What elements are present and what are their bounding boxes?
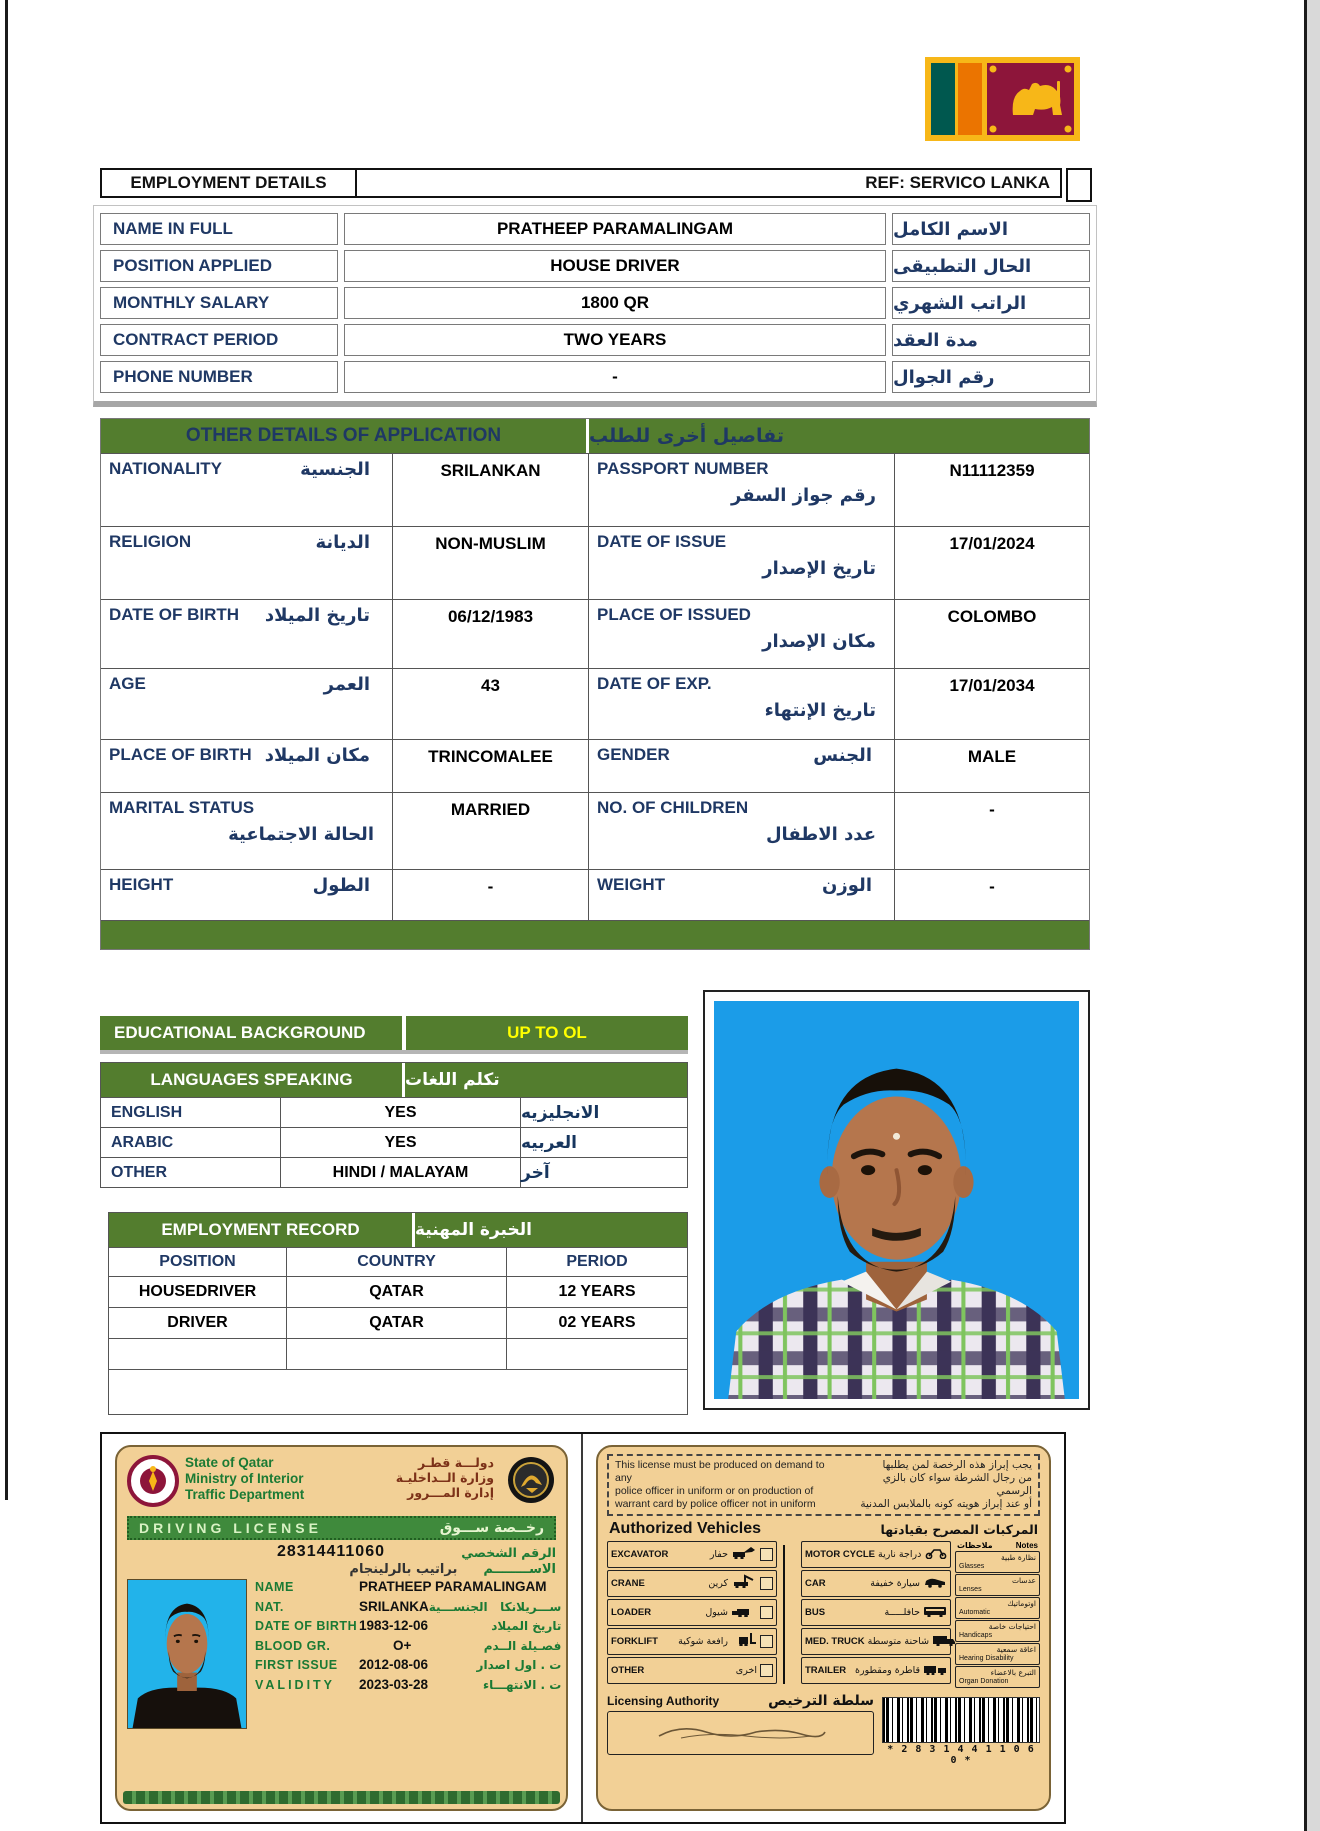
dob-label: DATE OF BIRTH	[255, 1619, 358, 1633]
field-label: NAME IN FULL	[100, 213, 338, 245]
field-label: RELIGION	[109, 532, 192, 551]
vehicle-row-bus: BUS حافلـــــة	[801, 1599, 951, 1626]
field-label: GENDER	[597, 745, 670, 764]
authorized-vehicles-title: Authorized Vehicles	[609, 1520, 762, 1537]
excavator-icon	[731, 1545, 757, 1564]
crane-checkbox	[760, 1577, 773, 1590]
license-notice-box	[607, 1454, 1040, 1516]
field-label: AGE	[109, 674, 146, 693]
first-issue-label-arabic: ت . اول اصدار	[476, 1658, 562, 1672]
vehicle-row-forklift: FORKLIFT رافعة شوكية	[607, 1628, 777, 1655]
forklift-icon	[731, 1632, 757, 1651]
section-title-arabic: تفاصيل أخرى للطلب	[589, 419, 1089, 453]
license-country-arabic: دولـــة قطـر	[417, 1455, 494, 1470]
educational-background-bar	[100, 1016, 688, 1054]
language-label-arabic: العربيه	[521, 1132, 578, 1153]
field-label: DATE OF BIRTH	[109, 605, 240, 624]
record-country: QATAR	[287, 1277, 507, 1307]
field-label-arabic: الاسم الكامل	[892, 213, 1090, 245]
language-label: ARABIC	[101, 1128, 281, 1157]
field-value: 17/01/2024	[949, 534, 1035, 553]
validity-value: 2023-03-28	[359, 1676, 429, 1692]
section-header	[101, 1063, 687, 1097]
notice-line: This license must be produced on demand to any	[615, 1459, 825, 1484]
language-label: OTHER	[101, 1158, 281, 1187]
gcc-emblem-icon	[506, 1455, 556, 1510]
authority-signature-box	[607, 1711, 874, 1755]
field-label-arabic: الحالة الاجتماعية	[228, 824, 374, 845]
field-label-arabic: مدة العقد	[892, 324, 1090, 356]
field-label: PHONE NUMBER	[100, 361, 338, 393]
qatar-driving-license-back	[596, 1445, 1051, 1811]
field-label-arabic: رقم جواز السفر	[731, 485, 876, 506]
first-issue-label: FIRST ISSUE	[255, 1658, 338, 1672]
nationality-label: NAT.	[255, 1599, 284, 1614]
empty-row	[109, 1338, 687, 1369]
forklift-checkbox	[760, 1635, 773, 1648]
trailer-icon	[923, 1662, 947, 1680]
field-label-arabic: الجنس	[813, 745, 872, 766]
field-label-arabic: عدد الاطفال	[765, 824, 876, 845]
decorative-green-band	[123, 1791, 560, 1804]
motorcycle-icon	[924, 1546, 948, 1564]
moi-emblem-icon	[127, 1455, 179, 1512]
field-label: NATIONALITY	[109, 459, 223, 478]
field-label-arabic: الجنسية	[300, 459, 370, 480]
header-spare-cell	[1066, 168, 1092, 202]
field-label-arabic: مكان الإصدار	[762, 631, 876, 652]
signature	[651, 1720, 831, 1746]
table-row	[101, 739, 1089, 792]
barcode-text: * 2 8 3 1 4 4 1 1 0 6 0 *	[887, 1744, 1035, 1766]
applicant-photo	[703, 990, 1090, 1410]
vehicle-row-loader: LOADER شيول	[607, 1599, 777, 1626]
section-header	[101, 419, 1089, 453]
validity-label-arabic: ت . الانتهـــاء	[483, 1677, 562, 1692]
table-row	[101, 869, 1089, 920]
employment-details-table	[93, 205, 1097, 407]
language-value: YES	[281, 1128, 521, 1157]
field-label-arabic: مكان الميلاد	[264, 745, 370, 766]
nationality-value-arabic: ســـريلانكا	[500, 1599, 562, 1614]
licensing-authority-label: Licensing Authority	[607, 1694, 720, 1708]
table-row	[101, 668, 1089, 739]
column-header: PERIOD	[566, 1253, 628, 1270]
authorized-vehicles-title-arabic: المركبات المصرح بقيادتها	[880, 1521, 1038, 1537]
section-title-arabic: الخبرة المهنية	[415, 1213, 687, 1247]
table-row	[100, 287, 1090, 319]
med-truck-icon	[932, 1633, 956, 1651]
note-hearing-disability: اعاقة سمعية Hearing Disability	[955, 1643, 1040, 1665]
field-value: TRINCOMALEE	[393, 740, 589, 792]
license-number-label-arabic: الرقم الشخصي	[461, 1544, 556, 1560]
table-row	[101, 1097, 687, 1127]
field-value: 1800 QR	[344, 287, 886, 319]
holder-name-arabic: براتيب بالرلينجام	[349, 1562, 458, 1577]
note-glasses: نظارة طبية Glasses	[955, 1551, 1040, 1573]
field-label: WEIGHT	[597, 875, 665, 894]
education-label: EDUCATIONAL BACKGROUND	[100, 1016, 406, 1050]
column-header-row	[109, 1247, 687, 1276]
section-title: EMPLOYMENT RECORD	[109, 1213, 415, 1247]
bus-icon	[923, 1604, 947, 1622]
field-label: PLACE OF BIRTH	[109, 745, 252, 764]
license-country: State of Qatar	[185, 1455, 274, 1470]
field-label: PASSPORT NUMBER	[597, 459, 769, 478]
field-label-arabic: الراتب الشهري	[892, 287, 1090, 319]
blood-group-label-arabic: فصـيلة الــدم	[483, 1638, 562, 1653]
record-position: HOUSEDRIVER	[109, 1277, 287, 1307]
dob-value: 1983-12-06	[359, 1618, 429, 1633]
table-row	[101, 599, 1089, 668]
car-icon	[923, 1575, 947, 1593]
name-label-arabic: الاســــــــم	[483, 1562, 556, 1577]
vehicle-row-trailer: TRAILER قاطرة ومقطورة	[801, 1657, 951, 1684]
field-label: CONTRACT PERIOD	[100, 324, 338, 356]
empty-row	[109, 1369, 687, 1414]
field-label: PLACE OF ISSUED	[597, 605, 751, 624]
language-label: ENGLISH	[101, 1098, 281, 1127]
field-value: N11112359	[949, 461, 1035, 480]
languages-table	[100, 1062, 688, 1188]
field-label-arabic: تاريخ الإنتهاء	[764, 700, 876, 721]
license-ministry-arabic: وزارة الــداخليـة	[395, 1470, 494, 1485]
license-barcode	[882, 1697, 1040, 1743]
table-row	[100, 213, 1090, 245]
record-country: QATAR	[287, 1308, 507, 1338]
field-value: MARRIED	[393, 793, 589, 869]
name-label: NAME	[255, 1580, 294, 1594]
blood-group-value: O+	[393, 1637, 412, 1653]
section-header	[109, 1213, 687, 1247]
field-value: -	[989, 877, 995, 896]
dob-label-arabic: تاريخ الميلاد	[491, 1619, 562, 1633]
license-photo	[127, 1579, 247, 1729]
table-row	[101, 792, 1089, 869]
scan-edge-left	[5, 0, 8, 1500]
field-value: NON-MUSLIM	[393, 527, 589, 599]
loader-checkbox	[760, 1606, 773, 1619]
field-value: HOUSE DRIVER	[344, 250, 886, 282]
field-label: MARITAL STATUS	[109, 798, 255, 817]
column-header: POSITION	[109, 1248, 287, 1276]
language-value: HINDI / MALAYAM	[281, 1158, 521, 1187]
field-label-arabic: تاريخ الميلاد	[264, 605, 370, 626]
vehicle-row-motorcycle: MOTOR CYCLE دراجة نارية	[801, 1541, 951, 1568]
other-checkbox	[760, 1664, 773, 1677]
record-period: 12 YEARS	[558, 1283, 636, 1300]
vehicle-row-crane: CRANE كرين	[607, 1570, 777, 1597]
note-automatic: اوتوماتيك Automatic	[955, 1597, 1040, 1619]
table-row	[101, 453, 1089, 526]
qatar-driving-license-front	[115, 1445, 568, 1811]
license-ministry: Ministry of Interior	[185, 1471, 304, 1486]
license-department: Traffic Department	[185, 1487, 305, 1502]
section-title: LANGUAGES SPEAKING	[101, 1063, 405, 1097]
field-value: -	[344, 361, 886, 393]
document-title: EMPLOYMENT DETAILS	[100, 168, 357, 198]
licensing-authority-label-arabic: سلطة الترخيص	[768, 1693, 874, 1709]
field-value: COLOMBO	[947, 607, 1037, 626]
field-value: SRILANKAN	[393, 454, 589, 526]
first-issue-value: 2012-08-06	[359, 1657, 429, 1672]
section-title-arabic: تكلم اللغات	[405, 1063, 687, 1097]
column-header: COUNTRY	[287, 1248, 507, 1276]
note-handicaps: احتياجات خاصة Handicaps	[955, 1620, 1040, 1642]
employment-record-table	[108, 1212, 688, 1415]
table-row	[101, 1127, 687, 1157]
notice-line-arabic: يجب إبراز هذه الرخصة لمن يطلبها	[882, 1459, 1032, 1471]
vehicle-row-other: OTHER اخرى	[607, 1657, 777, 1684]
license-number: 28314411060	[277, 1543, 385, 1560]
excavator-checkbox	[760, 1548, 773, 1561]
validity-label: VALIDITY	[255, 1677, 336, 1692]
field-value: -	[393, 870, 589, 920]
field-value: 43	[393, 669, 589, 739]
note-organ-donation: التبرع بالاعضاء Organ Donation	[955, 1666, 1040, 1688]
field-label-arabic: رقم الجوال	[892, 361, 1090, 393]
driving-license-section	[100, 1432, 1066, 1824]
field-value: PRATHEEP PARAMALINGAM	[344, 213, 886, 245]
language-label-arabic: آخر	[521, 1162, 550, 1183]
field-label: HEIGHT	[109, 875, 174, 894]
field-label-arabic: الطول	[312, 875, 370, 896]
field-label-arabic: الوزن	[822, 875, 872, 896]
table-row	[109, 1276, 687, 1307]
license-title: DRIVING LICENSE	[139, 1520, 322, 1536]
record-period: 02 YEARS	[558, 1314, 636, 1331]
vehicle-row-excavator: EXCAVATOR حفار	[607, 1541, 777, 1568]
nationality-label-arabic: الجنســـية	[428, 1599, 488, 1614]
license-front-panel	[102, 1434, 583, 1822]
other-details-table	[100, 418, 1090, 950]
field-label: DATE OF EXP.	[597, 674, 712, 693]
field-label: NO. OF CHILDREN	[597, 798, 749, 817]
bracket-line	[783, 1545, 795, 1684]
field-label-arabic: الحال التطبيقى	[892, 250, 1090, 282]
field-label: DATE OF ISSUE	[597, 532, 727, 551]
loader-icon	[731, 1603, 757, 1622]
nationality-value: SRILANKA	[359, 1598, 429, 1614]
field-value: 17/01/2034	[949, 676, 1035, 695]
crane-icon	[731, 1574, 757, 1593]
education-value: UP TO OL	[406, 1016, 688, 1050]
license-back-panel	[583, 1434, 1064, 1822]
table-row	[100, 361, 1090, 393]
language-value: YES	[281, 1098, 521, 1127]
document-header	[100, 168, 1062, 198]
notice-line-arabic: أو عند إبراز هويته كونه بالملابس المدنية	[860, 1498, 1032, 1510]
table-row	[100, 324, 1090, 356]
table-row	[101, 526, 1089, 599]
vehicle-row-med-truck: MED. TRUCK شاحنة متوسطة	[801, 1628, 951, 1655]
language-label-arabic: الانجليزيه	[521, 1102, 600, 1123]
table-row	[109, 1307, 687, 1338]
driving-license-band	[127, 1516, 556, 1540]
notice-line-arabic: من رجال الشرطة سواء كان بالزي الرسمي	[882, 1472, 1032, 1497]
holder-name: PRATHEEP PARAMALINGAM	[359, 1579, 547, 1594]
record-position: DRIVER	[109, 1308, 287, 1338]
field-value: MALE	[967, 747, 1017, 766]
sri-lanka-flag	[925, 57, 1080, 141]
section-title: OTHER DETAILS OF APPLICATION	[101, 419, 589, 453]
scan-edge-right	[1304, 0, 1320, 1831]
table-row	[100, 250, 1090, 282]
field-label-arabic: الديانة	[315, 532, 370, 553]
license-department-arabic: إدارة المـــرور	[407, 1485, 494, 1500]
field-label: POSITION APPLIED	[100, 250, 338, 282]
field-value: -	[989, 800, 995, 819]
field-label-arabic: العمر	[323, 674, 370, 695]
vehicle-row-car: CAR سيارة خفيفة	[801, 1570, 951, 1597]
field-value: 06/12/1983	[393, 600, 589, 668]
field-value: TWO YEARS	[344, 324, 886, 356]
green-divider-bar	[101, 920, 1089, 949]
field-label: MONTHLY SALARY	[100, 287, 338, 319]
notice-line: police officer in uniform or on production of	[615, 1485, 814, 1497]
license-title-arabic: رخــصة ســـوق	[439, 1520, 544, 1536]
table-row	[101, 1157, 687, 1187]
field-label-arabic: تاريخ الإصدار	[762, 558, 876, 579]
reference-text: REF: SERVICO LANKA	[357, 168, 1062, 198]
notes-header: ملاحظات Notes	[957, 1541, 1038, 1550]
blood-group-label: BLOOD GR.	[255, 1638, 331, 1653]
note-lenses: عدسات Lenses	[955, 1574, 1040, 1596]
notice-line: warrant card by police officer not in uniform	[615, 1498, 816, 1510]
